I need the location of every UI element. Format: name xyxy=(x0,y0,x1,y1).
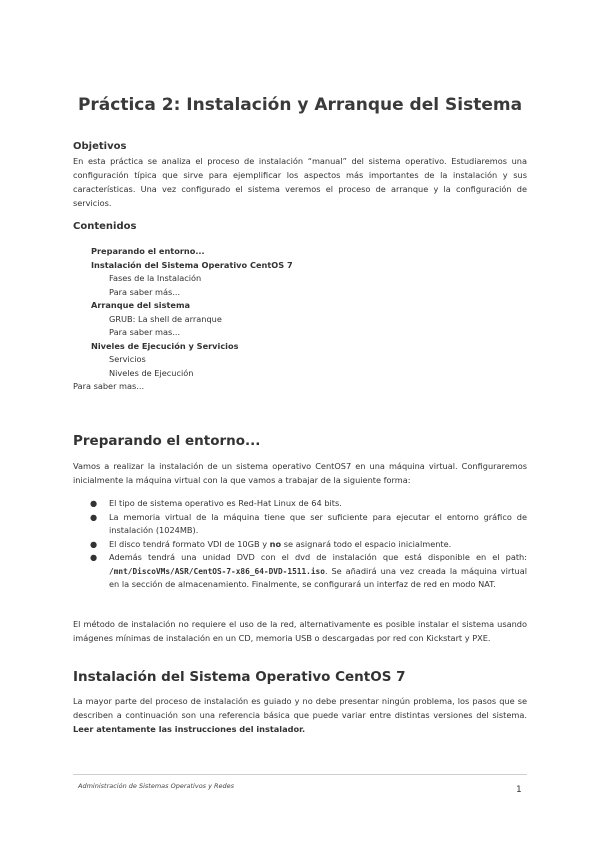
list-item xyxy=(73,538,527,552)
toc-item[interactable]: Niveles de Ejecución xyxy=(109,367,194,378)
toc-item[interactable]: Instalación del Sistema Operativo CentOS 7 xyxy=(91,259,293,270)
objetivos-heading: Objetivos xyxy=(73,141,127,152)
contenidos-heading: Contenidos xyxy=(73,221,137,232)
section-heading-preparando: Preparando el entorno... xyxy=(73,433,261,449)
list-item-text: . Se añadirá una vez creada la máquina virtual en la sección de almacenamiento. Finalmente, se configurará un interfaz de red en modo NAT. xyxy=(109,565,527,589)
page-number: 1 xyxy=(516,785,522,795)
list-item-text: se asignará todo el espacio inicialmente. xyxy=(281,538,452,549)
list-item xyxy=(73,511,527,538)
toc-item[interactable]: Niveles de Ejecución y Servicios xyxy=(91,340,239,351)
toc-item[interactable]: Fases de la Instalación xyxy=(109,273,202,283)
toc-item[interactable]: Arranque del sistema xyxy=(91,300,191,310)
list-item-text: Además tendrá una unidad DVD con el dvd de instalación que está disponible en el path: xyxy=(109,552,527,562)
list-item-text: La memoria virtual de la máquina tiene que ser suficiente para ejecutar el entorno gráfico de instalación (1024MB). xyxy=(109,511,527,535)
footer-text: Administración de Sistemas Operativos y Redes xyxy=(78,782,235,790)
section-heading-instalacion: Instalación del Sistema Operativo CentOS 7 xyxy=(73,669,406,685)
objetivos-text: En esta práctica se analiza el proceso de instalación “manual” del sistema operativo. Estudiaremos una configuración típica que sirve para ejemplificar los aspectos más importantes de la instalación y sus características. Una vez configurado el sistema veremos el proceso de arranque y la configuración de servicios. xyxy=(73,156,527,208)
footer-divider xyxy=(73,774,527,775)
preparando-outro: El método de instalación no requiere el uso de la red, alternativamente es posible instalar el sistema usando imágenes mínimas de instalación en un CD, memoria USB o descargadas por red con Kickstart y PXE. xyxy=(73,619,527,643)
instalacion-text-bold: Leer atentamente las instrucciones del instalador. xyxy=(73,724,306,734)
page-title: Práctica 2: Instalación y Arranque del Sistema xyxy=(77,95,523,115)
list-item-text: El disco tendrá formato VDI de 10GB y xyxy=(109,538,270,549)
table-of-contents xyxy=(73,245,527,394)
bullet-icon: ● xyxy=(90,538,98,549)
list-item xyxy=(73,497,527,511)
toc-item[interactable]: GRUB: La shell de arranque xyxy=(109,313,222,324)
vm-config-list xyxy=(73,497,527,592)
toc-item[interactable]: Para saber mas... xyxy=(109,327,181,337)
list-item-bold: no xyxy=(269,538,282,549)
iso-path: /mnt/DiscoVMs/ASR/CentOS-7-x86_64-DVD-1511.iso xyxy=(109,566,325,576)
bullet-icon: ● xyxy=(90,511,98,522)
list-item xyxy=(73,551,527,592)
toc-item[interactable]: Para saber mas... xyxy=(73,381,145,391)
bullet-icon: ● xyxy=(90,498,98,508)
instalacion-text xyxy=(73,694,527,736)
preparando-intro: Vamos a realizar la instalación de un sistema operativo CentOS7 en una máquina virtual. Configuraremos inicialmente la máquina virtual con la que vamos a trabajar de la siguiente forma: xyxy=(73,461,527,485)
toc-item[interactable]: Servicios xyxy=(109,354,146,364)
instalacion-text-body: La mayor parte del proceso de instalación es guiado y no debe presentar ningún problema, los pasos que se describen a continuación son una referencia básica que puede variar entre distintas versiones del sistema. xyxy=(73,696,527,720)
toc-item[interactable]: Para saber más... xyxy=(109,286,181,297)
toc-item[interactable]: Preparando el entorno... xyxy=(91,246,205,256)
bullet-icon: ● xyxy=(90,552,98,562)
list-item-text: El tipo de sistema operativo es Red-Hat Linux de 64 bits. xyxy=(109,498,342,508)
